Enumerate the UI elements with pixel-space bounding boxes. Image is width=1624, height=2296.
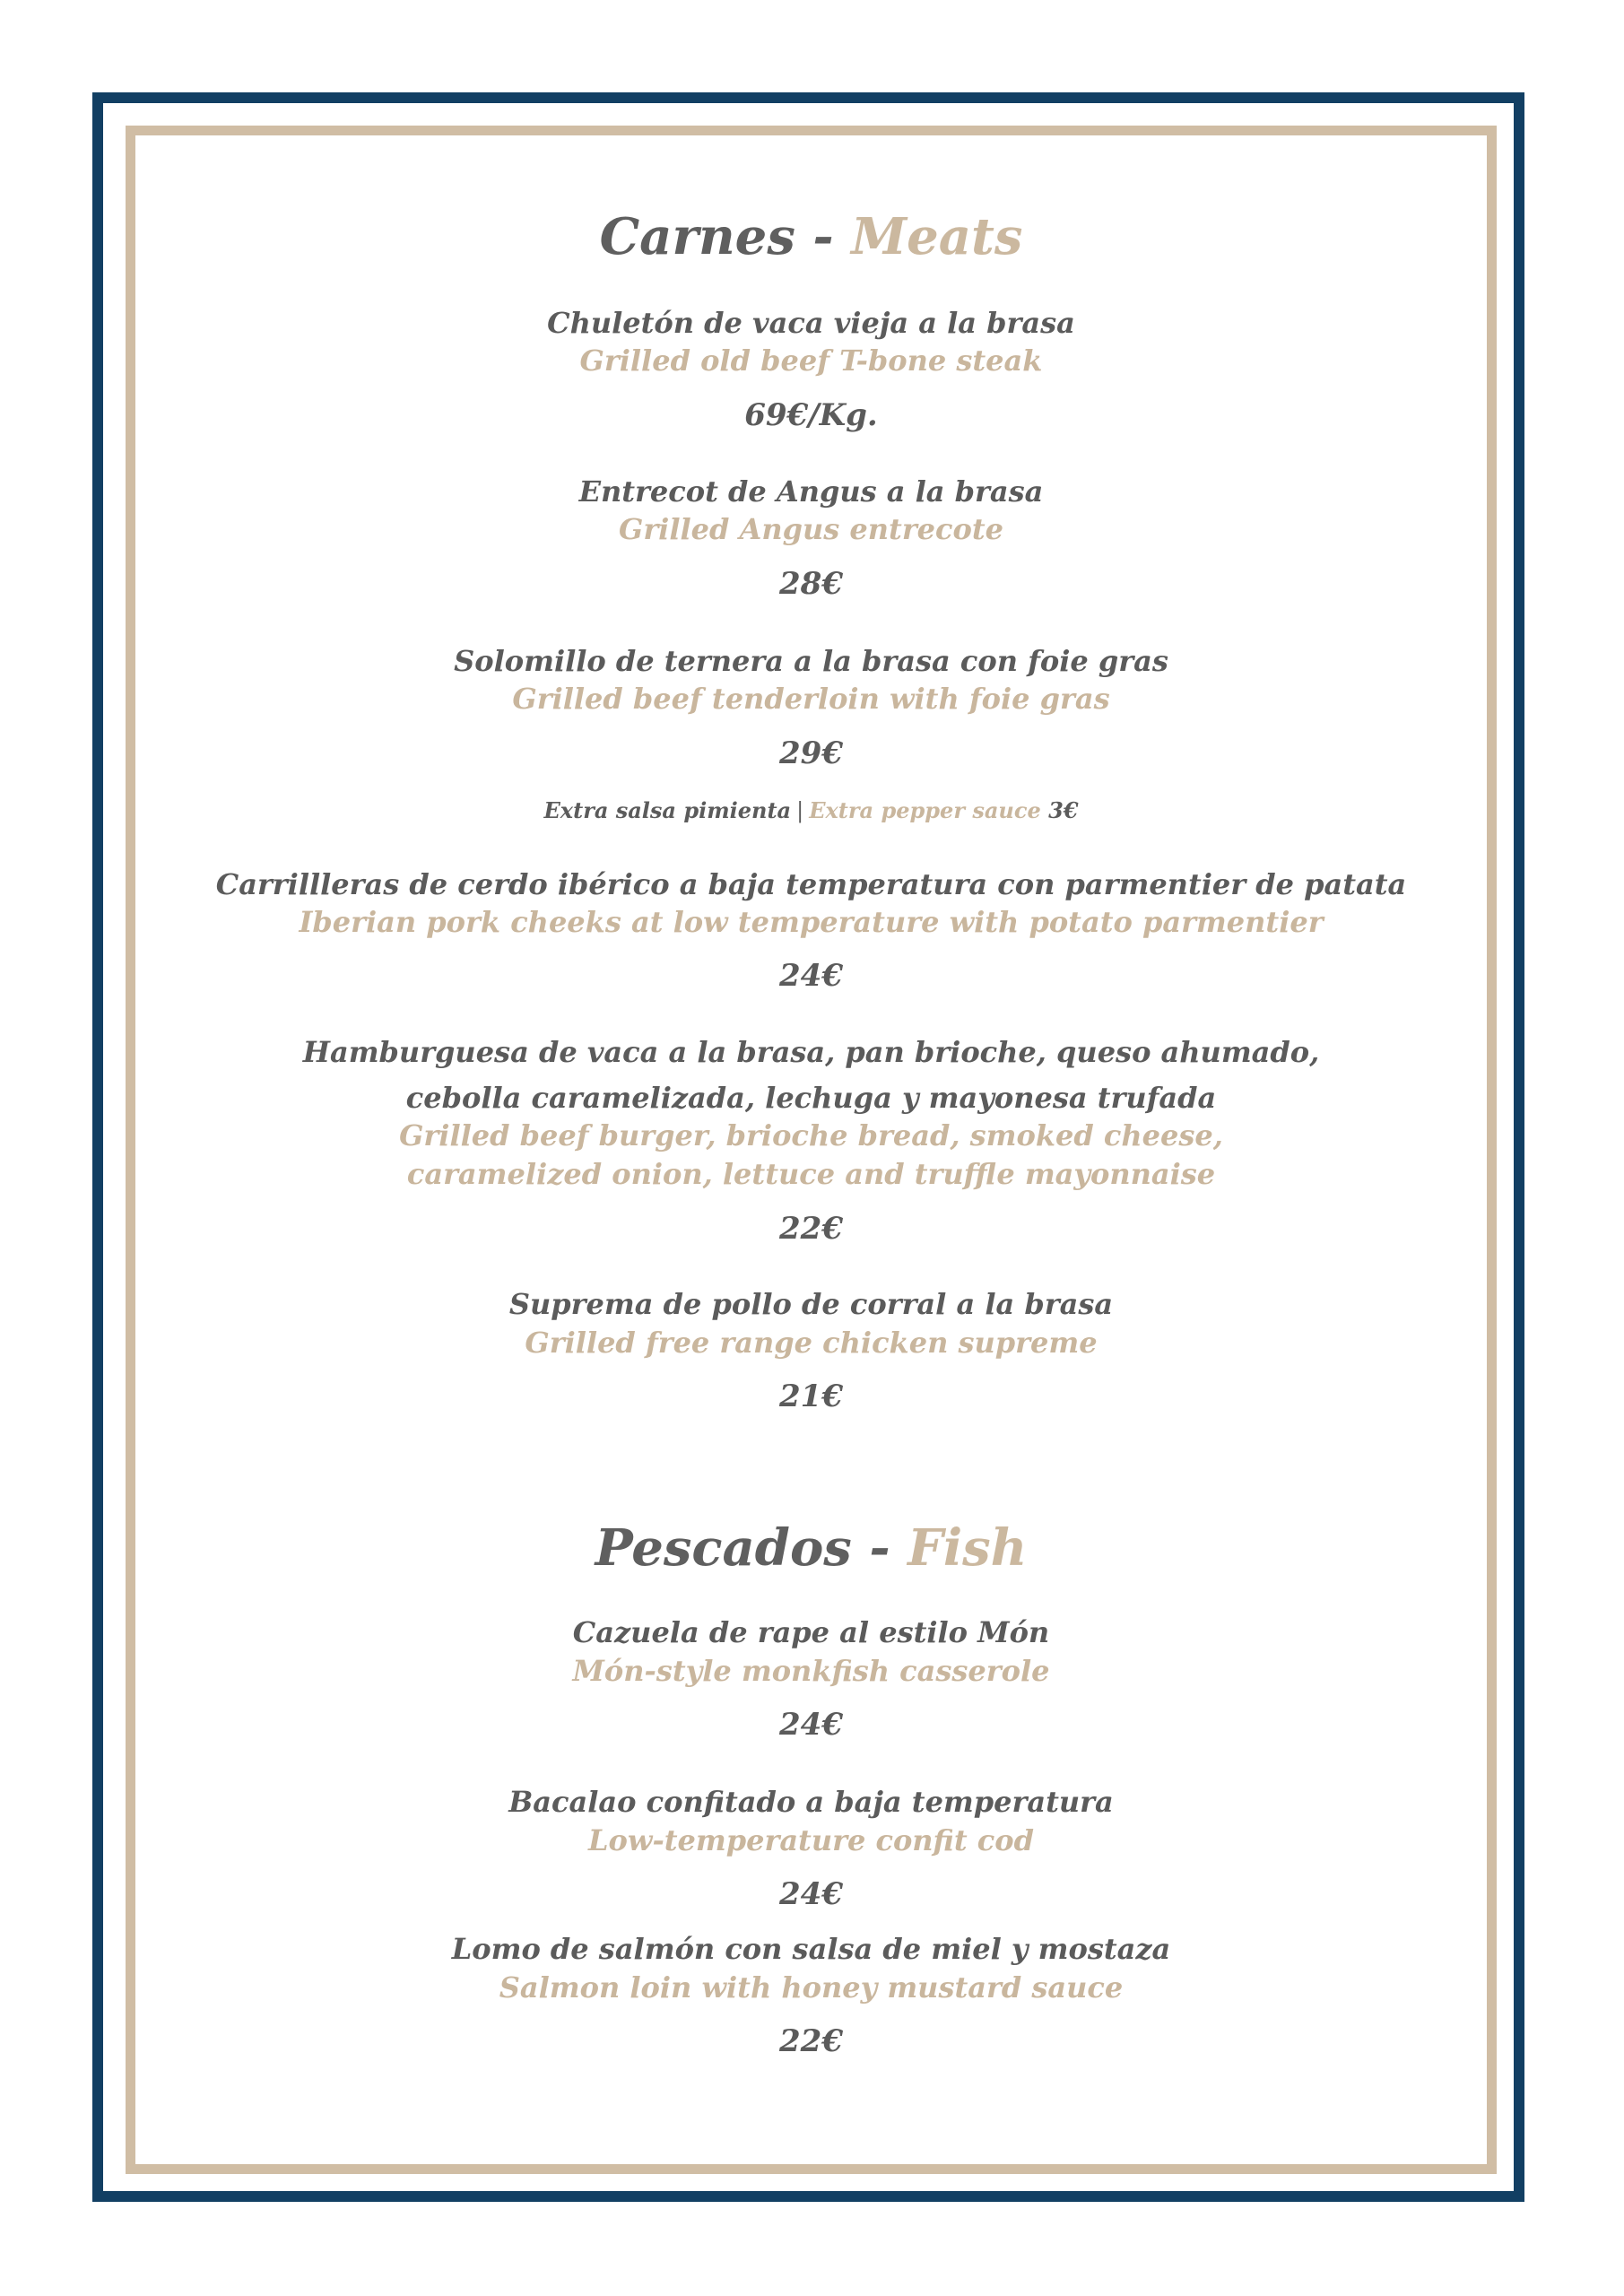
dish-price: 24€ (779, 1707, 843, 1743)
dish-name-es: Solomillo de ternera a la brasa con foie gras (454, 644, 1168, 678)
dish-name-es: Carrillleras de cerdo ibérico a baja temperatura con parmentier de patata (215, 867, 1407, 901)
dish-name-es: Entrecot de Angus a la brasa (578, 474, 1044, 509)
dish-name-es: Suprema de pollo de corral a la brasa (508, 1287, 1114, 1321)
dish-price: 24€ (779, 958, 843, 994)
section-title-es: Pescados (595, 1518, 852, 1578)
dish-name-es: Bacalao confitado a baja temperatura (508, 1785, 1114, 1819)
dish-name-en-line2: caramelized onion, lettuce and truffle mayonnaise (406, 1157, 1216, 1191)
section-title-meats (143, 207, 1479, 266)
dish-name-en: Grilled old beef T-bone steak (579, 344, 1043, 378)
dish-name-en: Grilled free range chicken supreme (525, 1326, 1098, 1360)
dish-price: 22€ (779, 2023, 843, 2059)
section-title-es: Carnes (599, 207, 795, 266)
dish-name-es: Chuletón de vaca vieja a la brasa (547, 306, 1075, 340)
dish-name-es-line2: cebolla caramelizada, lechuga y mayonesa trufada (405, 1081, 1217, 1115)
dish-name-es: Cazuela de rape al estilo Món (572, 1615, 1050, 1649)
extra-sauce-price: 3€ (1048, 797, 1079, 823)
section-title-separator: - (851, 1518, 908, 1578)
dish-price: 21€ (779, 1378, 843, 1414)
dish-name-en: Grilled beef tenderloin with foie gras (512, 682, 1110, 716)
extra-sauce-es: Extra salsa pimienta (543, 797, 792, 823)
dish-price: 22€ (779, 1211, 843, 1247)
section-title-fish (143, 1518, 1479, 1578)
dish-price: 69€/Kg. (744, 397, 878, 433)
dish-name-en: Grilled Angus entrecote (618, 512, 1003, 546)
dish-price: 29€ (779, 735, 843, 771)
extra-separator: | (796, 798, 804, 823)
dish-price: 28€ (779, 566, 843, 602)
dish-name-en: Grilled beef burger, brioche bread, smoked cheese, (399, 1118, 1223, 1152)
dish-name-es: Lomo de salmón con salsa de miel y mostaza (451, 1932, 1171, 1966)
dish-name-en: Salmon loin with honey mustard sauce (499, 1970, 1124, 2005)
section-title-en: Fish (908, 1518, 1028, 1578)
dish-price: 24€ (779, 1876, 843, 1912)
extra-sauce-en: Extra pepper sauce (809, 797, 1041, 823)
dish-name-en: Món-style monkfish casserole (572, 1654, 1050, 1688)
section-title-en: Meats (851, 207, 1023, 266)
extra-sauce-note (143, 797, 1479, 823)
dish-name-en: Iberian pork cheeks at low temperature with potato parmentier (299, 905, 1324, 939)
section-title-separator: - (795, 207, 852, 266)
dish-name-en: Low-temperature confit cod (588, 1823, 1034, 1857)
dish-name-es: Hamburguesa de vaca a la brasa, pan brioche, queso ahumado, (302, 1035, 1320, 1069)
